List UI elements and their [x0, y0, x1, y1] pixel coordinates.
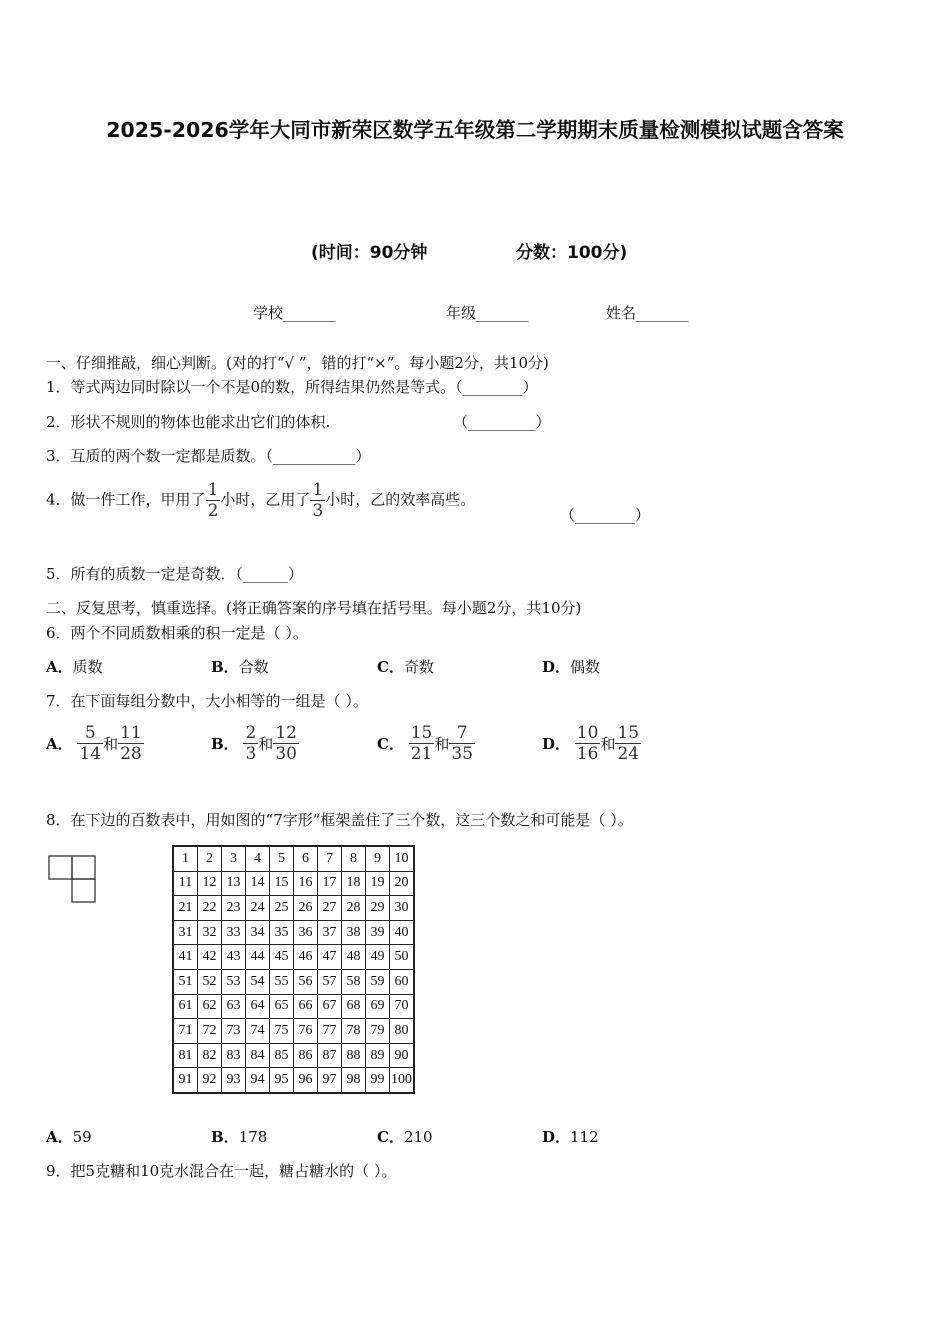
hundred-chart-cell: 21: [173, 896, 198, 921]
fraction: [615, 723, 641, 764]
and-word: 和: [103, 735, 119, 753]
hundred-chart-cell: 41: [173, 945, 198, 970]
hundred-chart-cell: 91: [173, 1068, 198, 1093]
hundred-chart-cell: 95: [270, 1068, 294, 1093]
hundred-chart-cell: 87: [318, 1043, 342, 1068]
hundred-chart-cell: 92: [198, 1068, 222, 1093]
hundred-chart-cell: 76: [294, 1019, 318, 1044]
hundred-chart-cell: 19: [366, 871, 390, 896]
question-text-post: 小时，乙的效率高些。: [325, 490, 476, 509]
hundred-chart-row: [173, 969, 414, 994]
hundred-chart-cell: 25: [270, 896, 294, 921]
hundred-chart-cell: 36: [294, 920, 318, 945]
hundred-chart-cell: 29: [366, 896, 390, 921]
option-label: A．: [46, 735, 73, 753]
hundred-chart-cell: 68: [342, 994, 366, 1019]
question-number: 4．: [46, 490, 71, 509]
hundred-chart-cell: 73: [222, 1019, 246, 1044]
option-label: A．: [46, 658, 73, 676]
option-label: C．: [377, 658, 404, 676]
option-text: 偶数: [570, 658, 601, 676]
hundred-chart-row: [173, 994, 414, 1019]
hundred-chart-cell: 78: [342, 1019, 366, 1044]
hundred-chart-cell: 86: [294, 1043, 318, 1068]
and-word: 和: [258, 735, 274, 753]
hundred-chart-cell: 85: [270, 1043, 294, 1068]
hundred-chart-cell: 65: [270, 994, 294, 1019]
hundred-chart-cell: 27: [318, 896, 342, 921]
question-2: [46, 411, 330, 432]
denominator: 21: [410, 744, 433, 764]
hundred-chart-cell: 70: [390, 994, 415, 1019]
hundred-chart-cell: 33: [222, 920, 246, 945]
option-c: [377, 723, 475, 764]
fraction: [449, 723, 475, 764]
fraction: [575, 723, 601, 764]
hundred-chart-cell: 58: [342, 969, 366, 994]
option-b: [211, 656, 269, 677]
hundred-chart-cell: 51: [173, 969, 198, 994]
hundred-chart-cell: 15: [270, 871, 294, 896]
hundred-chart-cell: 63: [222, 994, 246, 1019]
hundred-chart-cell: 83: [222, 1043, 246, 1068]
hundred-chart-cell: 66: [294, 994, 318, 1019]
hundred-chart-row: [173, 846, 414, 871]
hundred-chart-cell: 45: [270, 945, 294, 970]
hundred-chart-cell: 72: [198, 1019, 222, 1044]
hundred-chart-cell: 98: [342, 1068, 366, 1093]
hundred-chart-cell: 30: [390, 896, 415, 921]
hundred-chart-cell: 47: [318, 945, 342, 970]
question-number: 7．: [46, 692, 71, 710]
hundred-chart-cell: 49: [366, 945, 390, 970]
hundred-chart-cell: 38: [342, 920, 366, 945]
denominator: 2: [207, 501, 219, 521]
option-b: [211, 723, 299, 764]
hundred-chart-cell: 56: [294, 969, 318, 994]
option-text: 奇数: [403, 658, 434, 676]
denominator: 3: [245, 744, 257, 764]
fraction: [310, 480, 325, 521]
option-a: [46, 656, 103, 677]
section2-heading: 二、反复思考，慎重选择。(将正确答案的序号填在括号里。每小题2分，共10分): [46, 599, 582, 617]
numerator: 1: [312, 480, 324, 500]
option-d: [542, 656, 600, 677]
numerator: 15: [410, 723, 433, 743]
numerator: 11: [120, 723, 142, 743]
hundred-chart-cell: 7: [318, 846, 342, 871]
option-a: [46, 723, 144, 764]
hundred-chart-cell: 5: [270, 846, 294, 871]
hundred-chart-cell: 35: [270, 920, 294, 945]
option-text: 合数: [238, 658, 269, 676]
question-7: [46, 690, 368, 711]
hundred-chart-row: [173, 871, 414, 896]
question-number: 3．: [46, 447, 71, 465]
option-text: 112: [570, 1128, 599, 1146]
hundred-chart-row: [173, 896, 414, 921]
hundred-chart-cell: 20: [390, 871, 415, 896]
hundred-chart-cell: 43: [222, 945, 246, 970]
hundred-chart-row: [173, 945, 414, 970]
page-title: 2025-2026学年大同市新荣区数学五年级第二学期期末质量检测模拟试题含答案: [106, 118, 844, 142]
hundred-chart-cell: 37: [318, 920, 342, 945]
hundred-chart-cell: 80: [390, 1019, 415, 1044]
hundred-chart-cell: 39: [366, 920, 390, 945]
option-label: B．: [211, 658, 239, 676]
hundred-chart-cell: 90: [390, 1043, 415, 1068]
hundred-chart-cell: 32: [198, 920, 222, 945]
option-text: 210: [403, 1128, 433, 1146]
exam-time: (时间：90分钟: [311, 243, 428, 263]
hundred-chart-row: [173, 1043, 414, 1068]
option-label: C．: [377, 1128, 404, 1146]
hundred-chart: [172, 845, 415, 1094]
question-text: 所有的质数一定是奇数．（______）: [70, 565, 304, 583]
hundred-chart-cell: 94: [246, 1068, 270, 1093]
option-label: B．: [211, 735, 239, 753]
hundred-chart-cell: 100: [390, 1068, 415, 1093]
numerator: 1: [207, 480, 219, 500]
hundred-chart-cell: 34: [246, 920, 270, 945]
hundred-chart-cell: 82: [198, 1043, 222, 1068]
hundred-chart-cell: 71: [173, 1019, 198, 1044]
hundred-chart-cell: 46: [294, 945, 318, 970]
question-3: [46, 445, 371, 466]
option-text: 质数: [72, 658, 103, 676]
question-text: 把5克糖和10克水混合在一起，糖占糖水的（ ）。: [70, 1162, 397, 1180]
school-field: 学校_______: [253, 304, 336, 322]
question-text: 两个不同质数相乘的积一定是（ ）。: [70, 624, 308, 642]
hundred-chart-cell: 11: [173, 871, 198, 896]
section1-heading: 一、仔细推敲，细心判断。(对的打“√ ”，错的打“×”。每小题2分，共10分): [46, 354, 549, 372]
option-a: [46, 1126, 92, 1147]
hundred-chart-cell: 69: [366, 994, 390, 1019]
and-word: 和: [600, 735, 616, 753]
hundred-chart-cell: 23: [222, 896, 246, 921]
option-label: D．: [542, 735, 571, 753]
hundred-chart-row: [173, 920, 414, 945]
hundred-chart-cell: 13: [222, 871, 246, 896]
question-number: 6．: [46, 624, 71, 642]
option-label: D．: [542, 1128, 571, 1146]
option-b: [211, 1126, 267, 1147]
question-8: [46, 809, 633, 830]
hundred-chart-cell: 53: [222, 969, 246, 994]
hundred-chart-row: [173, 1068, 414, 1093]
hundred-chart-cell: 16: [294, 871, 318, 896]
denominator: 28: [120, 744, 142, 764]
option-label: B．: [211, 1128, 239, 1146]
option-text: 178: [238, 1128, 268, 1146]
hundred-chart-cell: 60: [390, 969, 415, 994]
question-text-mid: 小时，乙用了: [220, 490, 311, 509]
numerator: 12: [275, 723, 297, 743]
denominator: 16: [576, 744, 599, 764]
option-label: A．: [46, 1128, 73, 1146]
fraction: [243, 723, 258, 764]
hundred-chart-cell: 50: [390, 945, 415, 970]
hundred-chart-cell: 2: [198, 846, 222, 871]
question-number: 9．: [46, 1162, 71, 1180]
hundred-chart-cell: 59: [366, 969, 390, 994]
and-word: 和: [434, 735, 450, 753]
question-number: 8．: [46, 811, 71, 829]
hundred-chart-cell: 14: [246, 871, 270, 896]
denominator: 30: [275, 744, 297, 764]
hundred-chart-cell: 52: [198, 969, 222, 994]
question-5: [46, 563, 303, 584]
hundred-chart-cell: 97: [318, 1068, 342, 1093]
answer-blank: （________）: [560, 506, 651, 524]
hundred-chart-cell: 18: [342, 871, 366, 896]
hundred-chart-cell: 99: [366, 1068, 390, 1093]
numerator: 2: [245, 723, 257, 743]
numerator: 10: [576, 723, 599, 743]
hundred-chart-cell: 1: [173, 846, 198, 871]
hundred-chart-cell: 74: [246, 1019, 270, 1044]
hundred-chart-cell: 3: [222, 846, 246, 871]
hundred-chart-cell: 54: [246, 969, 270, 994]
question-1: [46, 376, 538, 397]
option-label: D．: [542, 658, 571, 676]
hundred-chart-cell: 17: [318, 871, 342, 896]
question-text: 互质的两个数一定都是质数。（___________）: [70, 447, 371, 465]
hundred-chart-cell: 9: [366, 846, 390, 871]
option-text: 59: [72, 1128, 92, 1146]
numerator: 7: [449, 723, 475, 744]
hundred-chart-cell: 31: [173, 920, 198, 945]
hundred-chart-cell: 6: [294, 846, 318, 871]
fraction: [409, 723, 435, 764]
numerator: 5: [77, 723, 103, 744]
hundred-chart-cell: 96: [294, 1068, 318, 1093]
question-9: [46, 1160, 396, 1181]
option-d: [542, 723, 641, 764]
numerator: 15: [617, 723, 640, 743]
question-text-pre: 做一件工作，甲用了: [70, 490, 206, 509]
hundred-chart-cell: 24: [246, 896, 270, 921]
hundred-chart-cell: 40: [390, 920, 415, 945]
question-6: [46, 622, 308, 643]
fraction: [77, 723, 103, 764]
exam-score: 分数：100分): [516, 243, 628, 263]
denominator: 35: [451, 744, 474, 764]
hundred-chart-cell: 75: [270, 1019, 294, 1044]
answer-blank: （_________）: [453, 413, 551, 431]
denominator: 24: [617, 744, 640, 764]
hundred-chart-cell: 79: [366, 1019, 390, 1044]
question-number: 5．: [46, 565, 71, 583]
hundred-chart-cell: 88: [342, 1043, 366, 1068]
hundred-chart-cell: 81: [173, 1043, 198, 1068]
hundred-chart-cell: 93: [222, 1068, 246, 1093]
name-field: 姓名_______: [606, 304, 689, 322]
hundred-chart-cell: 26: [294, 896, 318, 921]
hundred-chart-row: [173, 1019, 414, 1044]
option-label: C．: [377, 735, 404, 753]
hundred-chart-cell: 57: [318, 969, 342, 994]
denominator: 14: [79, 744, 102, 764]
fraction: [118, 723, 144, 764]
denominator: 3: [312, 501, 324, 521]
hundred-chart-cell: 12: [198, 871, 222, 896]
question-number: 2．: [46, 413, 71, 431]
hundred-chart-cell: 67: [318, 994, 342, 1019]
hundred-chart-cell: 62: [198, 994, 222, 1019]
question-text: 等式两边同时除以一个不是0的数，所得结果仍然是等式。（________）: [70, 378, 538, 396]
seven-shape-frame-icon: [48, 855, 96, 903]
question-number: 1．: [46, 378, 71, 396]
grade-field: 年级_______: [446, 304, 529, 322]
hundred-chart-cell: 89: [366, 1043, 390, 1068]
option-c: [377, 1126, 433, 1147]
question-text: 在下边的百数表中，用如图的“7字形”框架盖住了三个数，这三个数之和可能是（ ）。: [70, 811, 633, 829]
option-d: [542, 1126, 599, 1147]
hundred-chart-cell: 22: [198, 896, 222, 921]
hundred-chart-cell: 44: [246, 945, 270, 970]
hundred-chart-cell: 61: [173, 994, 198, 1019]
hundred-chart-cell: 64: [246, 994, 270, 1019]
fraction: [206, 480, 221, 521]
option-c: [377, 656, 434, 677]
hundred-chart-cell: 77: [318, 1019, 342, 1044]
hundred-chart-cell: 4: [246, 846, 270, 871]
hundred-chart-cell: 84: [246, 1043, 270, 1068]
hundred-chart-cell: 28: [342, 896, 366, 921]
hundred-chart-cell: 55: [270, 969, 294, 994]
hundred-chart-cell: 48: [342, 945, 366, 970]
question-text: 在下面每组分数中，大小相等的一组是（ ）。: [70, 692, 368, 710]
question-4: [46, 480, 475, 521]
question-text: 形状不规则的物体也能求出它们的体积.: [70, 413, 331, 431]
hundred-chart-cell: 42: [198, 945, 222, 970]
hundred-chart-cell: 10: [390, 846, 415, 871]
hundred-chart-cell: 8: [342, 846, 366, 871]
fraction: [273, 723, 299, 764]
